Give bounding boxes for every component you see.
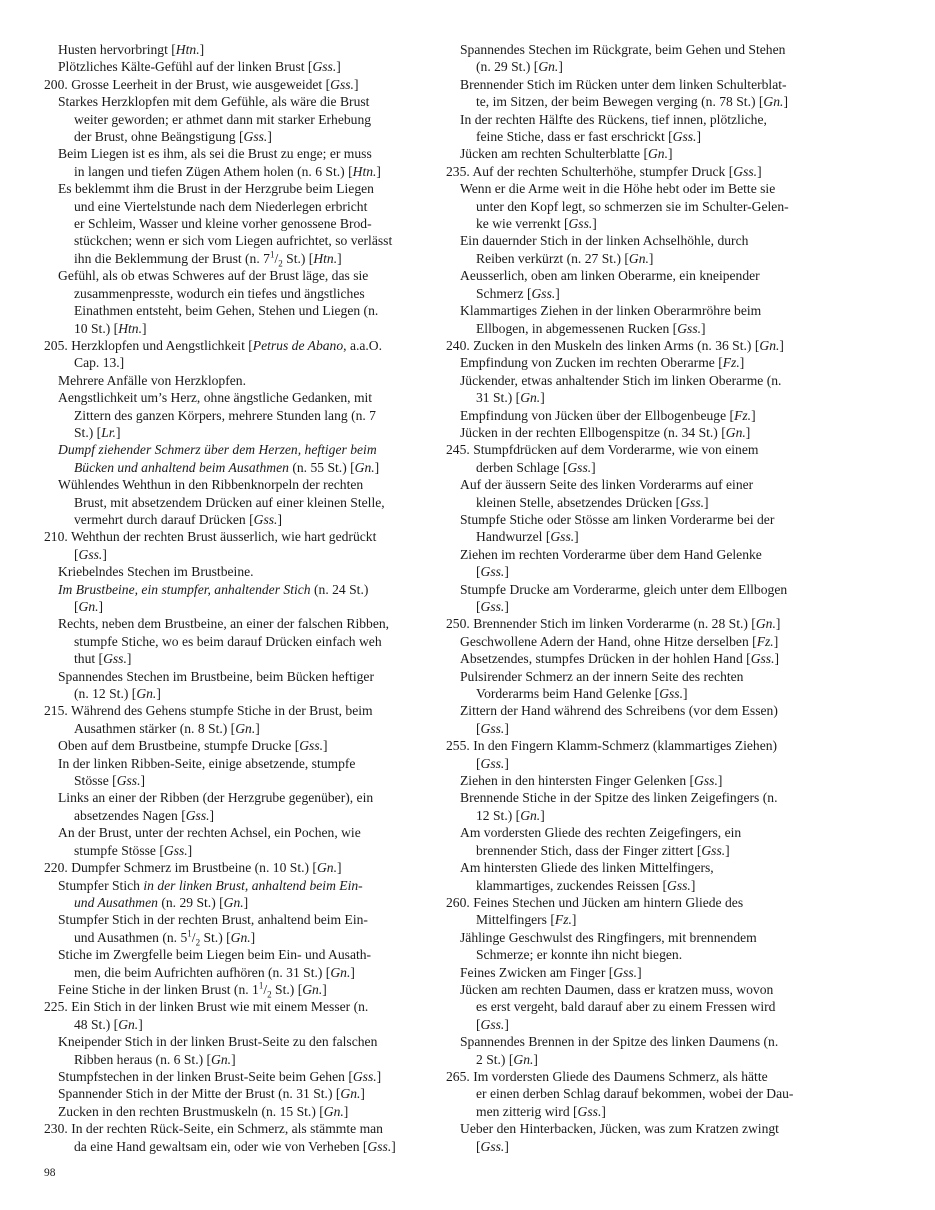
entry-line: Schmerz [Gss.]	[476, 285, 560, 301]
entry-line: Am vordersten Gliede des rechten Zeigefingers, ein	[460, 825, 742, 841]
entry-line: Handwurzel [Gss.]	[476, 529, 579, 545]
entry-line: 250. Brennender Stich im linken Vorderarme (n. 28 St.) [Gn.]	[446, 616, 781, 632]
entry	[44, 1103, 424, 1120]
numbered-entry	[446, 737, 827, 772]
numbered-entry	[446, 337, 827, 354]
entry-line: Reiben verkürzt (n. 27 St.) [Gn.]	[476, 250, 654, 266]
entry-line: Stumpfer Stich in der rechten Brust, anhaltend beim Ein-	[58, 912, 368, 928]
entry-line: Jücken in der rechten Ellbogenspitze (n. 34 St.) [Gn.]	[460, 424, 751, 440]
entry-line: Zittern des ganzen Körpers, mehrere Stunden lang (n. 7	[74, 407, 376, 423]
entry-line: [Gss.]	[476, 720, 509, 736]
numbered-entry	[44, 337, 424, 372]
entry-line: Kneipender Stich in der linken Brust-Seite zu den falschen	[58, 1034, 378, 1050]
entry-line: Ziehen im rechten Vorderarme über dem Hand Gelenke	[460, 546, 762, 562]
entry-line: [Gss.]	[476, 599, 509, 614]
entry-line: ke wie verrenkt [Gss.]	[476, 216, 597, 232]
entry	[44, 145, 424, 180]
entry-line: Kriebelndes Stechen im Brustbeine.	[58, 564, 254, 580]
entry-line: unter den Kopf legt, so schmerzen sie im Schulter-Gelen-	[476, 198, 789, 214]
entry-line: Auf der äussern Seite des linken Vorderarms auf einer	[460, 477, 754, 493]
entry-line: Es beklemmt ihm die Brust in der Herzgrube beim Liegen	[58, 181, 374, 197]
entry-line: vermehrt durch darauf Drücken [Gss.]	[74, 511, 282, 527]
entry-number: 240.	[446, 337, 474, 353]
entry-line: Aengstlichkeit um’s Herz, ohne ängstliche Gedanken, mit	[58, 390, 373, 406]
entry-line: Brennender Stich im Rücken unter dem linken Schulterblat-	[460, 76, 787, 92]
entry-line: er Schleim, Wasser und kleine vorher genossene Brod-	[74, 216, 372, 232]
entry-line: (n. 12 St.) [Gn.]	[74, 686, 161, 702]
entry-number: 245.	[446, 442, 474, 458]
entry	[44, 615, 424, 667]
entry-line: 240. Zucken in den Muskeln des linken Arms (n. 36 St.) [Gn.]	[446, 337, 784, 353]
entry-line: 265. Im vordersten Gliede des Daumens Schmerz, als hätte	[446, 1068, 768, 1084]
entry-line: Spannendes Stechen im Rückgrate, beim Gehen und Stehen	[460, 42, 786, 57]
entry-line: Zittern der Hand während des Schreibens (vor dem Essen)	[460, 703, 778, 719]
entry-line: Ein dauernder Stich in der linken Achselhöhle, durch	[460, 233, 749, 249]
entry	[44, 1068, 424, 1085]
entry-line: in langen und tiefen Zügen Athem holen (n. 6 St.) [Htn.]	[74, 163, 381, 179]
entry-line: Wenn er die Arme weit in die Höhe hebt oder im Bette sie	[460, 181, 776, 197]
numbered-entry	[44, 1120, 424, 1155]
entry-line: Beim Liegen ist es ihm, als sei die Brust zu enge; er muss	[58, 146, 372, 162]
entry-line: 48 St.) [Gn.]	[74, 1016, 143, 1032]
entry-line: Bücken und anhaltend beim Ausathmen (n. 55 St.) [Gn.]	[74, 459, 380, 475]
entry	[446, 145, 827, 162]
entry-line: Brennende Stiche in der Spitze des linken Zeigefingers (n.	[460, 790, 778, 806]
entry-line: Brust, mit absetzendem Drücken auf einer kleinen Stelle,	[74, 494, 385, 510]
entry-line: 210. Wehthun der rechten Brust äusserlich, wie hart gedrückt	[44, 529, 377, 545]
entry	[446, 702, 827, 737]
entry-line: Jählinge Geschwulst des Ringfingers, mit brennendem	[460, 929, 757, 945]
entry-line: derben Schlage [Gss.]	[476, 459, 596, 475]
entry-line: Spannendes Stechen im Brustbeine, beim Bücken heftiger	[58, 668, 374, 684]
entry	[44, 58, 424, 75]
entry	[446, 372, 827, 407]
entry-line: Klammartiges Ziehen in der linken Oberarmröhre beim	[460, 303, 762, 319]
entry-number: 260.	[446, 894, 474, 910]
entry-line: Am hintersten Gliede des linken Mittelfingers,	[460, 860, 714, 876]
entry-number: 205.	[44, 337, 72, 353]
entry	[446, 772, 827, 789]
entry-line: Empfindung von Zucken im rechten Oberarme [Fz.]	[460, 355, 745, 371]
numbered-entry	[446, 615, 827, 632]
entry	[446, 633, 827, 650]
entry	[44, 389, 424, 441]
numbered-entry	[446, 441, 827, 476]
left-column	[44, 41, 424, 1155]
entry-number: 265.	[446, 1068, 474, 1084]
entry-line: An der Brust, unter der rechten Achsel, ein Pochen, wie	[58, 825, 361, 841]
entry-line: Pulsirender Schmerz an der innern Seite des rechten	[460, 668, 744, 684]
entry-line: und eine Viertelstunde nach dem Niederlegen erbricht	[74, 198, 368, 214]
entry-line: men, die beim Aufrichten aufhören (n. 31 St.) [Gn.]	[74, 964, 355, 980]
entry	[446, 111, 827, 146]
entry	[446, 964, 827, 981]
entry-line: Einathmen entsteht, beim Gehen, Stehen und Liegen (n.	[74, 303, 379, 319]
entry	[446, 232, 827, 267]
numbered-entry	[44, 702, 424, 737]
entry-line: Ausathmen stärker (n. 8 St.) [Gn.]	[74, 720, 260, 736]
entry-line: Cap. 13.]	[74, 355, 125, 371]
entry-line: stumpfe Stiche, wo es beim darauf Drücken einfach weh	[74, 633, 382, 649]
entry-line: Ziehen in den hintersten Finger Gelenken [Gss.]	[460, 773, 723, 789]
entry	[44, 824, 424, 859]
entry	[44, 581, 424, 616]
entry-line: Stumpfstechen in der linken Brust-Seite beim Gehen [Gss.]	[58, 1068, 382, 1084]
entry	[446, 546, 827, 581]
entry-line: absetzendes Nagen [Gss.]	[74, 807, 215, 823]
entry-line: In der rechten Hälfte des Rückens, tief innen, plötzliche,	[460, 111, 767, 127]
entry-line: Oben auf dem Brustbeine, stumpfe Drucke [Gss.]	[58, 738, 328, 754]
entry-line: 205. Herzklopfen und Aengstlichkeit [Petrus de Abano, a.a.O.	[44, 337, 383, 353]
entry-line: stumpfe Stösse [Gss.]	[74, 842, 193, 858]
entry-line: Stiche im Zwergfelle beim Liegen beim Ein- und Ausath-	[58, 947, 372, 963]
entry	[446, 267, 827, 302]
entry-line: Feines Zwicken am Finger [Gss.]	[460, 964, 642, 980]
numbered-entry	[44, 528, 424, 563]
entry	[446, 650, 827, 667]
entry-number: 235.	[446, 163, 473, 179]
entry-line: Starkes Herzklopfen mit dem Gefühle, als wäre die Brust	[58, 94, 370, 110]
entry-line: 31 St.) [Gn.]	[476, 390, 545, 406]
entry	[44, 946, 424, 981]
entry	[44, 755, 424, 790]
entry	[446, 302, 827, 337]
entry-line: Dumpf ziehender Schmerz über dem Herzen, heftiger beim	[58, 442, 377, 458]
entry	[446, 929, 827, 964]
entry-line: Rechts, neben dem Brustbeine, an einer der falschen Ribben,	[58, 616, 390, 632]
numbered-entry	[446, 1068, 827, 1120]
entry-line: Geschwollene Adern der Hand, ohne Hitze derselben [Fz.]	[460, 633, 779, 649]
entry-line: zusammenpresste, wodurch ein tiefes und ängstliches	[74, 285, 365, 301]
entry-line: In der linken Ribben-Seite, einige absetzende, stumpfe	[58, 755, 356, 771]
entry	[446, 476, 827, 511]
entry-line: men zitterig wird [Gss.]	[476, 1103, 606, 1119]
entry-line: Ueber den Hinterbacken, Jücken, was zum Kratzen zwingt	[460, 1121, 779, 1137]
entry-line: Spannendes Brennen in der Spitze des linken Daumens (n.	[460, 1034, 779, 1050]
entry-line: Zucken in den rechten Brustmuskeln (n. 15 St.) [Gn.]	[58, 1103, 349, 1119]
entry	[446, 76, 827, 111]
entry-line: der Brust, ohne Beängstigung [Gss.]	[74, 129, 272, 145]
entry-line: Stumpfe Stiche oder Stösse am linken Vorderarme bei der	[460, 511, 775, 527]
entry	[446, 424, 827, 441]
entry	[44, 563, 424, 580]
entry-line: Links an einer der Ribben (der Herzgrube gegenüber), ein	[58, 790, 374, 806]
entry-line: es erst vergeht, bald darauf aber zu einem Fressen wird	[476, 999, 776, 1015]
numbered-entry	[446, 163, 827, 180]
entry	[446, 1120, 827, 1155]
entry-line: Absetzendes, stumpfes Drücken in der hohlen Hand [Gss.]	[460, 651, 780, 667]
entry-number: 255.	[446, 738, 474, 754]
entry	[44, 1033, 424, 1068]
entry-line: [Gss.]	[476, 564, 509, 580]
entry-line: Aeusserlich, oben am linken Oberarme, ein kneipender	[460, 268, 760, 284]
entry-number: 225.	[44, 999, 72, 1015]
entry-line: kleinen Stelle, absetzendes Drücken [Gss.]	[476, 494, 709, 510]
entry-line: 260. Feines Stechen und Jücken am hintern Gliede des	[446, 894, 744, 910]
entry-line: 235. Auf der rechten Schulterhöhe, stumpfer Druck [Gss.]	[446, 163, 762, 179]
entry-line: te, im Sitzen, der beim Bewegen verging (n. 78 St.) [Gn.]	[476, 94, 788, 110]
entry-number: 200.	[44, 76, 72, 92]
entry	[44, 476, 424, 528]
entry-line: Wühlendes Wehthun in den Ribbenknorpeln der rechten	[58, 477, 364, 493]
entry-line: [Gn.]	[74, 599, 104, 614]
entry-line: Plötzliches Kälte-Gefühl auf der linken Brust [Gss.]	[58, 59, 341, 75]
entry-line: Jücken am rechten Schulterblatte [Gn.]	[460, 146, 673, 162]
entry	[446, 180, 827, 232]
entry-line: Husten hervorbringt [Htn.]	[58, 42, 205, 57]
entry	[446, 1033, 827, 1068]
numbered-entry	[44, 76, 424, 93]
entry-number: 210.	[44, 529, 71, 545]
entry-line: ihn die Beklemmung der Brust (n. $7^1/_2$ St.) [Htn.]	[74, 249, 342, 269]
entry	[44, 877, 424, 912]
entry-line: klammartiges, zuckendes Reissen [Gss.]	[476, 877, 696, 893]
entry-number: 250.	[446, 616, 474, 632]
entry-line: Stösse [Gss.]	[74, 773, 146, 789]
entry	[44, 93, 424, 145]
entry-line: [Gss.]	[476, 1138, 509, 1154]
entry	[44, 737, 424, 754]
entry	[44, 372, 424, 389]
entry-line: (n. 29 St.) [Gn.]	[476, 59, 563, 75]
entry-line: er einen derben Schlag darauf bekommen, wobei der Dau-	[476, 1086, 794, 1102]
entry-line: Stumpfe Drucke am Vorderarme, gleich unter dem Ellbogen	[460, 581, 788, 597]
entry	[446, 859, 827, 894]
entry-line: Vorderarms beim Hand Gelenke [Gss.]	[476, 686, 688, 702]
entry-line: Mehrere Anfälle von Herzklopfen.	[58, 372, 246, 388]
entry	[44, 789, 424, 824]
entry-line: weiter geworden; er athmet dann mit starker Erhebung	[74, 111, 372, 127]
entry-number: 215.	[44, 703, 71, 719]
entry	[44, 981, 424, 998]
entry	[44, 180, 424, 267]
entry	[446, 789, 827, 824]
entry-line: [Gss.]	[74, 546, 107, 562]
entry-line: 215. Während des Gehens stumpfe Stiche in der Brust, beim	[44, 703, 373, 719]
entry	[446, 981, 827, 1033]
numbered-entry	[44, 859, 424, 876]
entry-line: thut [Gss.]	[74, 651, 132, 667]
entry-line: Empfindung von Jücken über der Ellbogenbeuge [Fz.]	[460, 407, 756, 423]
entry-line: 255. In den Fingern Klamm-Schmerz (klammartiges Ziehen)	[446, 738, 778, 754]
entry	[446, 581, 827, 616]
entry	[446, 41, 827, 76]
entry-number: 230.	[44, 1121, 72, 1137]
entry-line: feine Stiche, dass er fast erschrickt [Gss.]	[476, 129, 701, 145]
entry-line: Jückender, etwas anhaltender Stich im linken Oberarme (n.	[460, 372, 782, 388]
entry	[446, 407, 827, 424]
numbered-entry	[44, 998, 424, 1033]
entry-line: [Gss.]	[476, 1016, 509, 1032]
entry-line: St.) [Lr.]	[74, 424, 121, 440]
entry-line: 10 St.) [Htn.]	[74, 320, 147, 336]
entry-line: Stumpfer Stich in der linken Brust, anhaltend beim Ein-	[58, 877, 363, 893]
entry-line: da eine Hand gewaltsam ein, oder wie von Verheben [Gss.]	[74, 1138, 396, 1154]
entry-line: 245. Stumpfdrücken auf dem Vorderarme, wie von einem	[446, 442, 759, 458]
entry-line: 200. Grosse Leerheit in der Brust, wie ausgeweidet [Gss.]	[44, 76, 359, 92]
entry	[44, 441, 424, 476]
entry-line: 230. In der rechten Rück-Seite, ein Schmerz, als stämmte man	[44, 1121, 383, 1137]
entry	[446, 511, 827, 546]
entry-line: Spannender Stich in der Mitte der Brust (n. 31 St.) [Gn.]	[58, 1086, 365, 1102]
right-column	[446, 41, 827, 1155]
entry	[446, 668, 827, 703]
entry-line: Mittelfingers [Fz.]	[476, 912, 577, 928]
entry-line: Schmerze; er konnte ihn nicht biegen.	[476, 947, 683, 963]
entry-line: Gefühl, als ob etwas Schweres auf der Brust läge, das sie	[58, 268, 369, 284]
entry	[446, 824, 827, 859]
page-number: 98	[44, 1167, 56, 1179]
entry	[44, 911, 424, 946]
entry	[446, 354, 827, 371]
entry-line: stückchen; wenn er sich vom Liegen aufrichtet, so verlässt	[74, 233, 393, 249]
entry-line: 12 St.) [Gn.]	[476, 807, 545, 823]
entry-line: 2 St.) [Gn.]	[476, 1051, 538, 1067]
entry-line: brennender Stich, dass der Finger zittert [Gss.]	[476, 842, 730, 858]
entry-line: Ellbogen, in abgemessenen Rucken [Gss.]	[476, 320, 706, 336]
entry	[44, 41, 424, 58]
entry	[44, 668, 424, 703]
entry-number: 220.	[44, 860, 72, 876]
entry-line: [Gss.]	[476, 755, 509, 771]
entry-line: Ribben heraus (n. 6 St.) [Gn.]	[74, 1051, 236, 1067]
numbered-entry	[446, 894, 827, 929]
entry-line: Im Brustbeine, ein stumpfer, anhaltender Stich (n. 24 St.)	[58, 581, 369, 597]
entry-line: Jücken am rechten Daumen, dass er kratzen muss, wovon	[460, 981, 774, 997]
entry-line: 225. Ein Stich in der linken Brust wie mit einem Messer (n.	[44, 999, 369, 1015]
entry	[44, 1085, 424, 1102]
entry-line: 220. Dumpfer Schmerz im Brustbeine (n. 10 St.) [Gn.]	[44, 860, 342, 876]
entry-line: und Ausathmen (n. 29 St.) [Gn.]	[74, 894, 249, 910]
entry	[44, 267, 424, 337]
entry-line: Feine Stiche in der linken Brust (n. $1^1/_2$ St.) [Gn.]	[58, 980, 327, 1000]
entry-line: und Ausathmen (n. $5^1/_2$ St.) [Gn.]	[74, 928, 256, 948]
